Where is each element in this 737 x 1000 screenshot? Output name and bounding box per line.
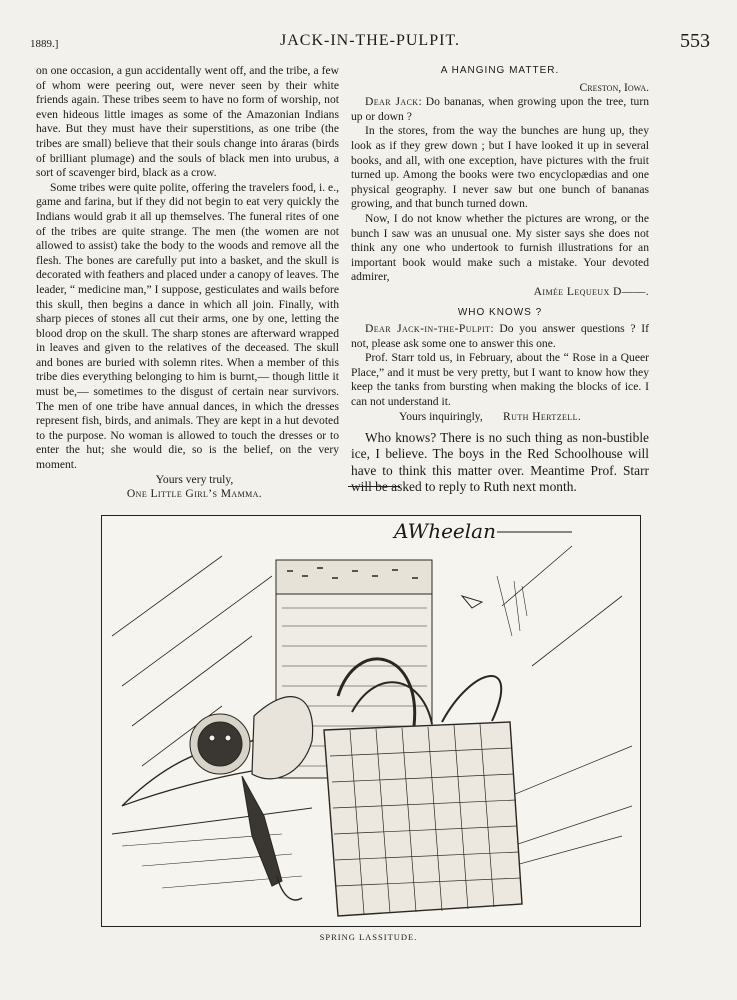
hanging-matter-place: Creston, Iowa.	[579, 80, 649, 94]
who-knows-paragraph-1	[351, 322, 649, 351]
right-column	[351, 64, 649, 495]
left-column	[36, 64, 339, 502]
letter-signature: One Little Girl’s Mamma.	[126, 487, 263, 501]
hanging-matter-paragraph-3: Now, I do not know whether the pictures are wrong, or the bunch I saw was an unusual one. My sister says she does not think any one who undertook to furnish illustrations for an important book would make such a mistake. Your devoted admirer,	[351, 211, 649, 284]
hanging-matter-heading: A HANGING MATTER.	[440, 65, 560, 76]
hanging-matter-question: : Do bananas, when growing upon the tree, turn up or down ?	[351, 95, 649, 123]
left-paragraph-2: Some tribes were quite polite, offering the travelers food, i. e., game and farina, but if they did not begin to eat very quickly the Indians would grab it all up themselves. The funeral rites of one of the tribes are quite strange. The men (the women are not allowed to assist) take the body to the woods and remove all the flesh. The bones are carefully put into a basket, and the skull is decorated with feathers and placed under a canopy of leaves. The leader, “ medicine man,” I suppose, gesticulates and wails before this skull, then begins a dance in which all join. Finally, with sharp pieces of stones all cut their arms, one by one, letting the blood drop on the skull. The sharp stones are afterward wrapped in leaves and given to the relatives of the deceased. The skull and bones are buried with solemn rites. When a member of this tribe dies everything belonging to him is burnt,— though little it must be,— sometimes to the disgust of certain near survivors. The men of one tribe have annual dances, in which the dresses represent fish, birds, and animals. They are kept in a hut devoted to the purpose. No woman is allowed to touch the dresses or to enter the hut; she would die, so is the belief, on the very moment.	[36, 180, 339, 472]
who-knows-signature: Ruth Hertzell.	[503, 409, 582, 423]
illustration-frame	[101, 515, 641, 927]
editor-reply-text: Who knows? There is no such thing as non-bustible ice, I believe. The boys in the Red Schoolhouse will have to think this matter over. Meantime Prof. Starr will be asked to reply to Ruth next month.	[351, 430, 649, 494]
running-title: JACK-IN-THE-PULPIT.	[279, 32, 460, 49]
left-paragraph-1: on one occasion, a gun accidentally went off, and the tribe, a few of whom were peering out, were never seen by their white friends again. These tribes seem to have no form of worship, not even hideous little images as some of the Amazonian Indians have. But they must have their superstitions, as one tribe (the tribes are small) believe that their souls change into áraras (birds of brilliant plumage) and the souls of black men into urubus, a sort of scavenger bird, black as a crow.	[36, 64, 339, 180]
illustration-caption: SPRING LASSITUDE.	[319, 932, 418, 942]
who-knows-paragraph-2: Prof. Starr told us, in February, about the “ Rose in a Queer Place,” and it must be very pretty, but I want to know how they keep the tanks from bursting when making the blocks of ice. I can not understand it.	[351, 351, 649, 409]
section-rule	[348, 486, 400, 487]
header-year: 1889.]	[30, 38, 59, 50]
artist-signature: AWheelan	[394, 519, 496, 543]
page-header	[30, 28, 710, 58]
hanging-matter-paragraph-2: In the stores, from the way the bunches are hung up, they look as if they grew down ; but I have looked it up in several books, and all, with one exception, have pictures with the fruit turned up. Among the books were two encyclopædias and one physical geography. I never saw but one bunch of bananas growing, and that bunch turned down.	[351, 124, 649, 211]
who-knows-salutation: Dear Jack-in-the-Pulpit	[365, 322, 491, 336]
hanging-matter-signature: Aimée Lequeux D——.	[533, 284, 649, 298]
page-number: 553	[680, 30, 710, 52]
spring-lassitude-illustration	[102, 516, 640, 926]
who-knows-question: : Do you answer questions ? If not, please ask some one to answer this one.	[351, 322, 649, 350]
who-knows-heading: WHO KNOWS ?	[457, 306, 543, 318]
hanging-matter-paragraph-1	[351, 95, 649, 124]
who-knows-closing-line	[351, 410, 649, 425]
letter-closing: Yours very truly,	[155, 472, 234, 486]
who-knows-closing: Yours inquiringly,	[399, 409, 483, 423]
hanging-matter-salutation: Dear Jack	[365, 95, 419, 109]
